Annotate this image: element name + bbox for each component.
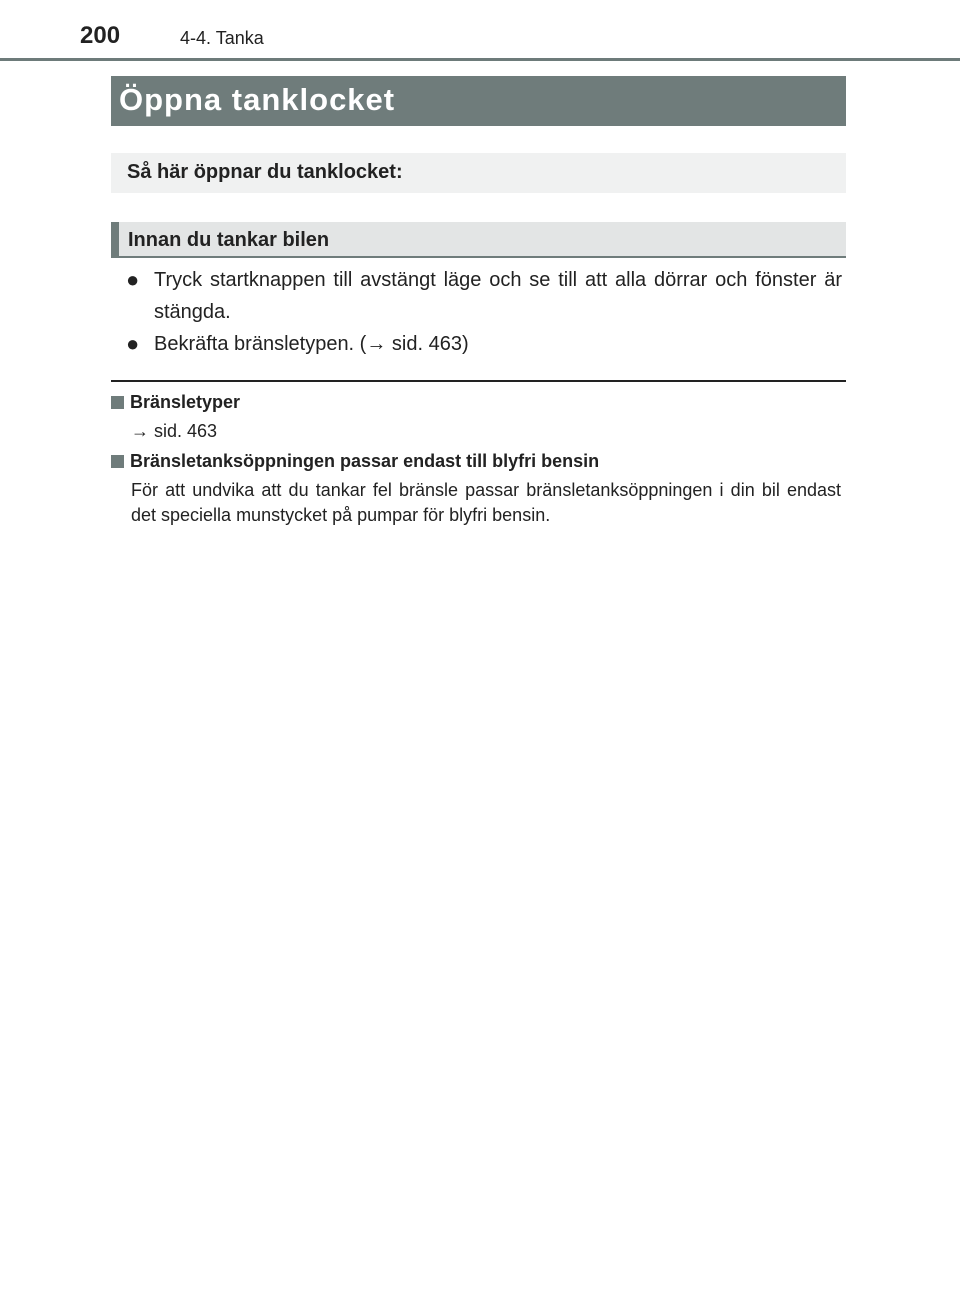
list-item [126,264,842,328]
note-body: För att undvika att du tankar fel bränsle passar bränsletanksöppningen i din bil endast det speciella munstycket på pumpar för blyfri bensin. [131,480,841,525]
intro-heading: Så här öppnar du tanklocket: [111,153,846,193]
square-marker-icon [111,455,124,468]
list-item [126,328,842,360]
note-heading-text: Bränsletanksöppningen passar endast till blyfri bensin [130,451,600,471]
bullet-icon: ● [126,267,140,292]
page-title: Öppna tanklocket [111,76,846,126]
note-heading [111,392,240,413]
page-number: 200 [80,22,121,49]
square-marker-icon [111,396,124,409]
subsection-heading: Innan du tankar bilen [111,222,846,258]
list-item-text: Bekräfta bränsletypen. (→ sid. 463) [154,333,469,355]
bullet-icon: ● [126,331,140,356]
header-divider [0,58,960,61]
list-item-text: Tryck startknappen till avstängt läge och se till att alla dörrar och fönster är stängda. [154,269,842,323]
note-body: → sid. 463 [131,421,218,441]
note-heading [111,451,599,472]
section-divider [111,380,846,382]
section-label: 4-4. Tanka [180,28,264,48]
note-heading-text: Bränsletyper [130,392,241,412]
